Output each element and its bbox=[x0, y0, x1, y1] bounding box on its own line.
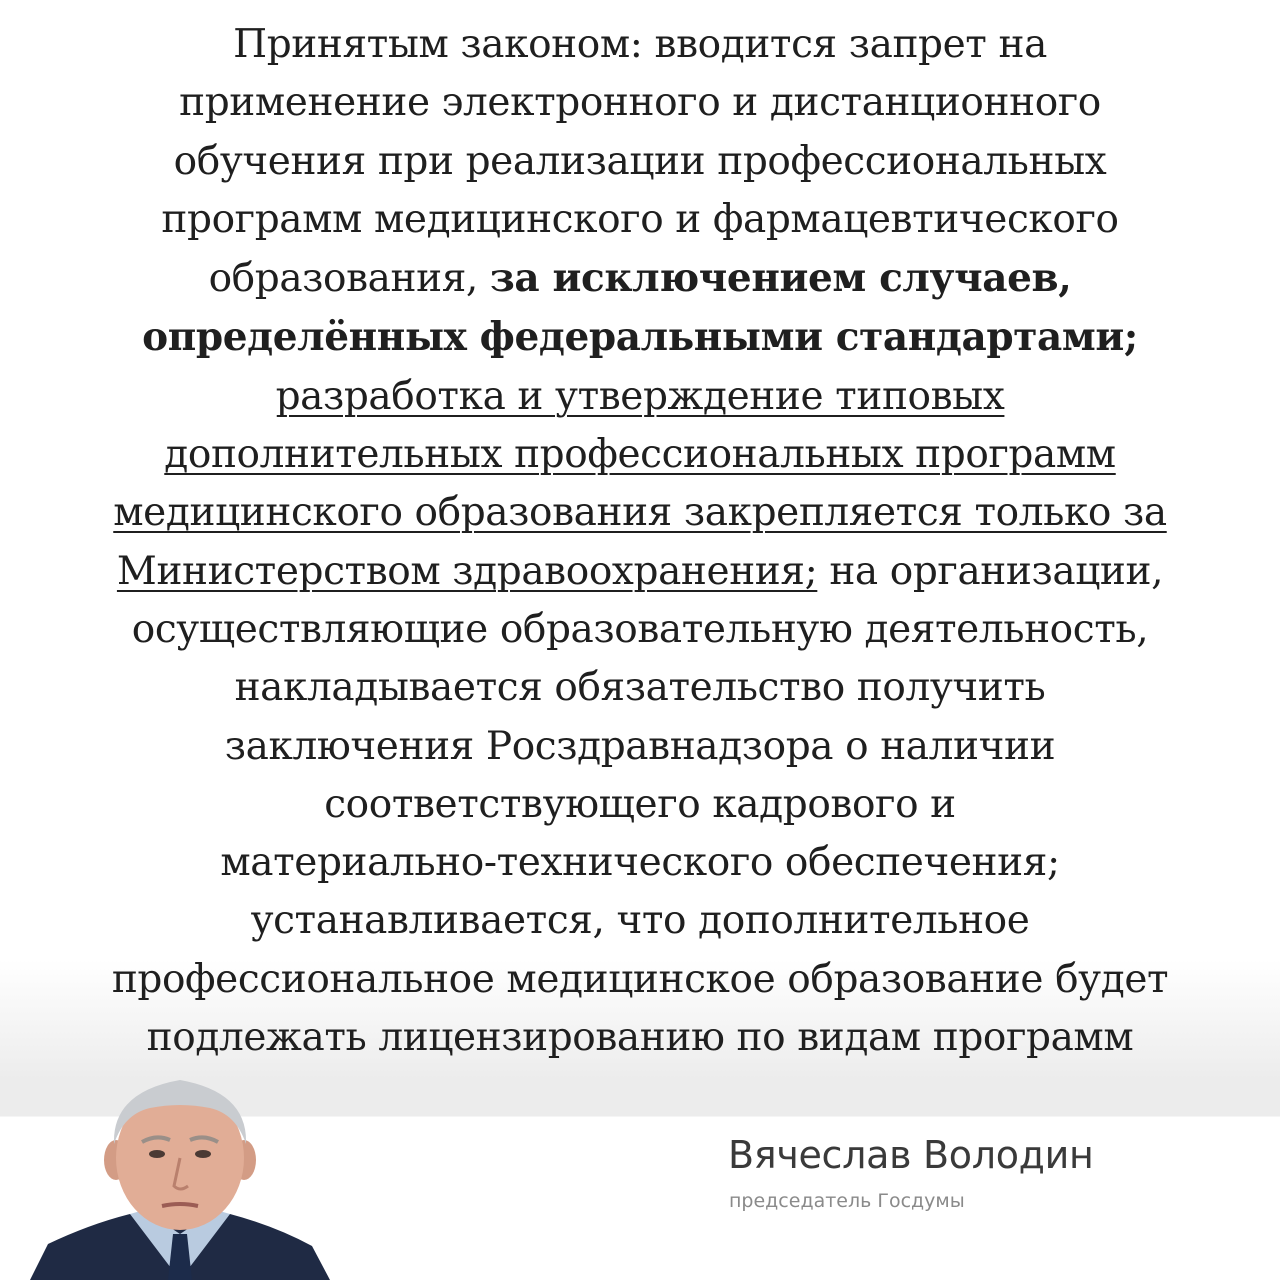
quote-emphasis: определённых федеральными стандартами; bbox=[142, 314, 1138, 361]
quote-line bbox=[40, 249, 1240, 308]
quote-plain-text: на организации, bbox=[817, 548, 1164, 594]
quote-text bbox=[40, 16, 1240, 1067]
quote-underlined-text: разработка и утверждение типовых bbox=[275, 373, 1005, 419]
quote-line: Принятым законом: вводится запрет на bbox=[233, 22, 1047, 67]
quote-line: обучения при реализации профессиональных bbox=[173, 138, 1107, 184]
quote-emphasis: за исключением случаев, bbox=[489, 255, 1072, 302]
speaker-title: председатель Госдумы bbox=[729, 1190, 965, 1212]
quote-plain-text: образования, bbox=[208, 256, 490, 302]
quote-line: профессиональное медицинское образование будет bbox=[111, 956, 1169, 1002]
quote-line bbox=[40, 308, 1240, 367]
quote-line: применение электронного и дистанционного bbox=[179, 80, 1101, 126]
quote-line: осуществляющие образовательную деятельность, bbox=[131, 606, 1149, 652]
quote-line: соответствующего кадрового и bbox=[324, 781, 956, 827]
quote-line: подлежать лицензированию по видам программ bbox=[146, 1015, 1134, 1061]
quote-line: материально-технического обеспечения; bbox=[220, 840, 1060, 886]
quote-line: накладывается обязательство получить bbox=[234, 665, 1046, 711]
quote-line bbox=[40, 368, 1240, 426]
portrait-photo bbox=[30, 1074, 330, 1280]
quote-line: программ медицинского и фармацевтического bbox=[161, 196, 1119, 242]
quote-line: заключения Росздравнадзора о наличии bbox=[224, 723, 1056, 769]
quote-underlined-text: дополнительных профессиональных программ bbox=[164, 432, 1116, 478]
quote-underlined-text: Министерством здравоохранения; bbox=[116, 548, 818, 594]
quote-underlined-text: медицинского образования закрепляется только за bbox=[113, 490, 1167, 536]
quote-line bbox=[40, 426, 1240, 484]
quote-line: устанавливается, что дополнительное bbox=[250, 898, 1030, 944]
quote-line bbox=[40, 543, 1240, 601]
speaker-name: Вячеслав Володин bbox=[728, 1133, 1094, 1177]
quote-line bbox=[40, 484, 1240, 542]
